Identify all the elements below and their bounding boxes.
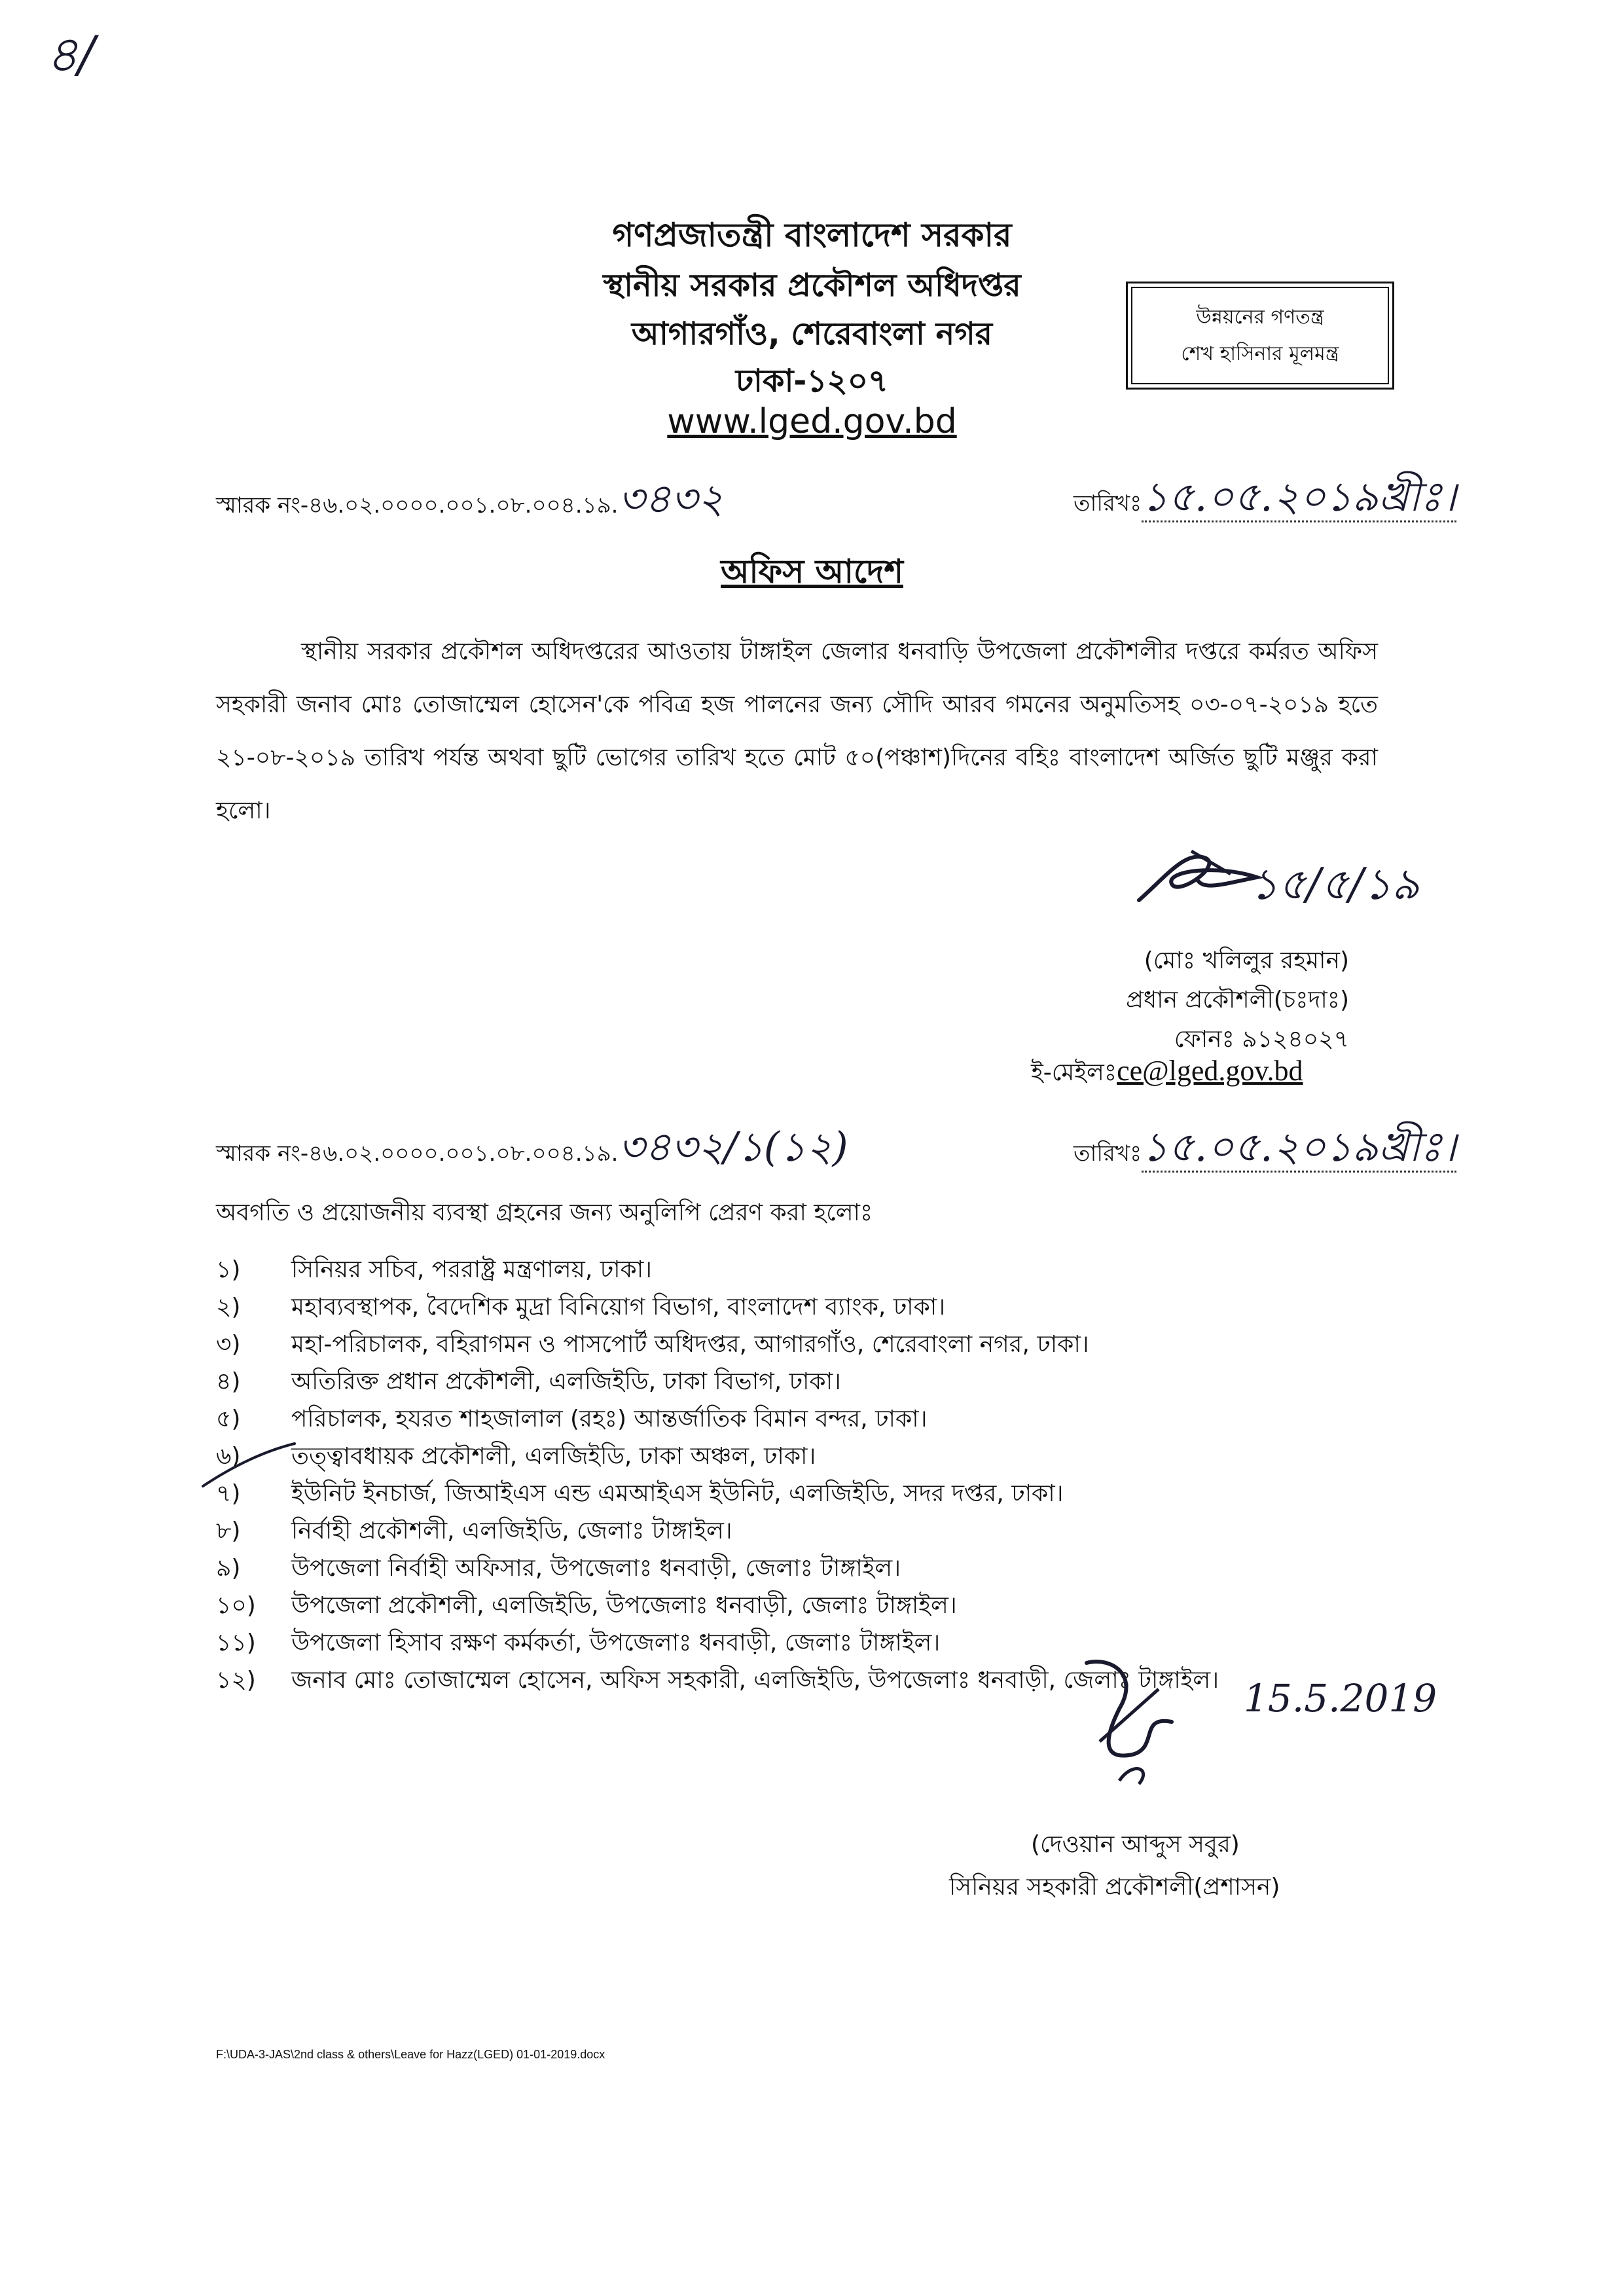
order-title xyxy=(0,547,1624,602)
distribution-item-number: ১১) xyxy=(216,1630,256,1656)
signatory-1-email-label: ই-মেইলঃ xyxy=(1031,1059,1117,1086)
header-department-name: স্থানীয় সরকার প্রকৌশল অধিদপ্তর xyxy=(603,267,1021,304)
motto-box xyxy=(1126,282,1394,390)
header-address: আগারগাঁও, শেরেবাংলা নগর xyxy=(631,316,993,352)
signatory-1-name: (মোঃ খলিলুর রহমান) xyxy=(1144,947,1349,974)
page-number-mark: ৪/ xyxy=(46,25,95,83)
distribution-item xyxy=(216,1326,1427,1364)
memo-reference-label: স্মারক নং-৪৬.০২.০০০০.০০১.০৮.০০৪.১৯. xyxy=(216,1140,619,1167)
footer-file-path: F:\UDA-3-JAS\2nd class & others\Leave for Hazz(LGED) 01-01-2019.docx xyxy=(216,2048,605,2061)
memo-date-2 xyxy=(1074,1116,1456,1184)
memo-date-value: ১৫.০৫.২০১৯খ্রীঃ। xyxy=(1142,1123,1456,1173)
tick-mark-annotation xyxy=(196,1440,301,1499)
signature-2-scribble xyxy=(1060,1650,1257,1794)
distribution-item-number: ৮) xyxy=(216,1518,241,1544)
signature-2-date: 15.5.2019 xyxy=(1244,1676,1437,1721)
signatory-1-email-row xyxy=(1031,1054,1303,1094)
distribution-item xyxy=(216,1476,1427,1513)
distribution-item xyxy=(216,1252,1427,1289)
motto-line-2: শেখ হাসিনার মূলমন্ত্র xyxy=(1181,342,1339,365)
distribution-item-text: অতিরিক্ত প্রধান প্রকৌশলী, এলজিইডি, ঢাকা বিভাগ, ঢাকা। xyxy=(291,1368,841,1395)
distribution-item-number: ৬) xyxy=(216,1443,241,1470)
distribution-item-text: জনাব মোঃ তোজাম্মেল হোসেন, অফিস সহকারী, এলজিইডি, উপজেলাঃ ধনবাড়ী, জেলাঃ টাঙ্গাইল। xyxy=(291,1667,1219,1694)
order-body-paragraph: স্থানীয় সরকার প্রকৌশল অধিদপ্তরের আওতায় টাঙ্গাইল জেলার ধনবাড়ি উপজেলা প্রকৌশলীর দপ্তরে কর্মরত অফিস সহকারী জনাব মোঃ তোজাম্মেল হোসেন'কে পবিত্র হজ পালনের জন্য সৌদি আরব গমনের অনুমতিসহ ০৩-০৭-২০১৯ হতে ২১-০৮-২০১৯ তারিখ পর্যন্ত অথবা ছুটি ভোগের তারিখ হতে মোট ৫০(পঞ্চাশ)দিনের বহিঃ বাংলাদেশ অর্জিত ছুটি মঞ্জুর করা হলো। xyxy=(216,638,1378,824)
distribution-item xyxy=(216,1513,1427,1550)
distribution-item-number: ৫) xyxy=(216,1406,241,1432)
distribution-item-text: পরিচালক, হযরত শাহজালাল (রহঃ) আন্তর্জাতিক বিমান বন্দর, ঢাকা। xyxy=(291,1406,928,1432)
memo-reference-1 xyxy=(216,468,724,536)
distribution-item xyxy=(216,1364,1427,1401)
distribution-item-text: উপজেলা হিসাব রক্ষণ কর্মকর্তা, উপজেলাঃ ধনবাড়ী, জেলাঃ টাঙ্গাইল। xyxy=(291,1630,941,1656)
distribution-item xyxy=(216,1401,1427,1438)
memo-reference-number: ৩৪৩২ xyxy=(618,475,724,522)
distribution-item-text: উপজেলা নির্বাহী অফিসার, উপজেলাঃ ধনবাড়ী, জেলাঃ টাঙ্গাইল। xyxy=(291,1555,901,1582)
distribution-item xyxy=(216,1289,1427,1326)
distribution-item-number: ৩) xyxy=(216,1331,241,1358)
distribution-item-text: নির্বাহী প্রকৌশলী, এলজিইডি, জেলাঃ টাঙ্গাইল। xyxy=(291,1518,732,1544)
signatory-2-title: সিনিয়র সহকারী প্রকৌশলী(প্রশাসন) xyxy=(949,1874,1280,1901)
memo-date-label: তারিখঃ xyxy=(1074,1140,1142,1167)
distribution-item xyxy=(216,1588,1427,1625)
memo-date-label: তারিখঃ xyxy=(1074,490,1142,517)
distribution-item-number: ৪) xyxy=(216,1368,241,1395)
motto-inner-border xyxy=(1131,287,1389,384)
distribution-item-number: ১০) xyxy=(216,1592,256,1619)
header-city: ঢাকা-১২০৭ xyxy=(735,363,889,399)
signature-1-date: ১৫/৫/১৯ xyxy=(1250,859,1420,909)
signature-1 xyxy=(1126,838,1420,917)
distribution-item-number: ৯) xyxy=(216,1555,241,1582)
distribution-item xyxy=(216,1550,1427,1588)
memo-reference-number: ৩৪৩২/১(১২) xyxy=(618,1123,848,1171)
motto-line-1: উন্নয়নের গণতন্ত্র xyxy=(1196,305,1324,329)
memo-date-1 xyxy=(1074,466,1456,534)
header-government-name: গণপ্রজাতন্ত্রী বাংলাদেশ সরকার xyxy=(612,216,1012,254)
distribution-item-number: ২) xyxy=(216,1294,241,1321)
distribution-item-text: মহা-পরিচালক, বহিরাগমন ও পাসপোর্ট অধিদপ্তর, আগারগাঁও, শেরেবাংলা নগর, ঢাকা। xyxy=(291,1331,1089,1358)
distribution-list xyxy=(216,1252,1427,1700)
distribution-item-number: ৭) xyxy=(216,1480,241,1507)
signatory-1-phone: ফোনঃ ৯১২৪০২৭ xyxy=(1174,1026,1349,1053)
distribution-item-text: উপজেলা প্রকৌশলী, এলজিইডি, উপজেলাঃ ধনবাড়ী, জেলাঃ টাঙ্গাইল। xyxy=(291,1592,957,1619)
memo-reference-2 xyxy=(216,1116,848,1184)
distribution-item-number: ১) xyxy=(216,1256,241,1283)
signatory-1-title: প্রধান প্রকৌশলী(চঃদাঃ) xyxy=(1126,987,1349,1013)
distribution-item-text: ইউনিট ইনচার্জ, জিআইএস এন্ড এমআইএস ইউনিট, এলজিইডি, সদর দপ্তর, ঢাকা। xyxy=(291,1480,1064,1507)
distribution-item xyxy=(216,1438,1427,1476)
signatory-1-email-link[interactable]: ce@lged.gov.bd xyxy=(1117,1055,1303,1087)
distribution-item-number: ১২) xyxy=(216,1667,256,1694)
memo-date-value: ১৫.০৫.২০১৯খ্রীঃ। xyxy=(1142,473,1456,522)
distribution-intro: অবগতি ও প্রয়োজনীয় ব্যবস্থা গ্রহনের জন্য অনুলিপি প্রেরণ করা হলোঃ xyxy=(216,1199,873,1226)
header-website-link[interactable]: www.lged.gov.bd xyxy=(667,402,957,441)
distribution-item-text: মহাব্যবস্থাপক, বৈদেশিক মুদ্রা বিনিয়োগ বিভাগ, বাংলাদেশ ব্যাংক, ঢাকা। xyxy=(291,1294,946,1321)
memo-reference-label: স্মারক নং-৪৬.০২.০০০০.০০১.০৮.০০৪.১৯. xyxy=(216,492,619,519)
order-title-text: অফিস আদেশ xyxy=(721,553,903,591)
distribution-item-text: সিনিয়র সচিব, পররাষ্ট্র মন্ত্রণালয়, ঢাকা। xyxy=(291,1256,653,1283)
distribution-item-text: তত্ত্বাবধায়ক প্রকৌশলী, এলজিইডি, ঢাকা অঞ্চল, ঢাকা। xyxy=(291,1443,816,1470)
signature-2 xyxy=(1060,1650,1437,1794)
signatory-2-name: (দেওয়ান আব্দুস সবুর) xyxy=(1031,1831,1240,1858)
